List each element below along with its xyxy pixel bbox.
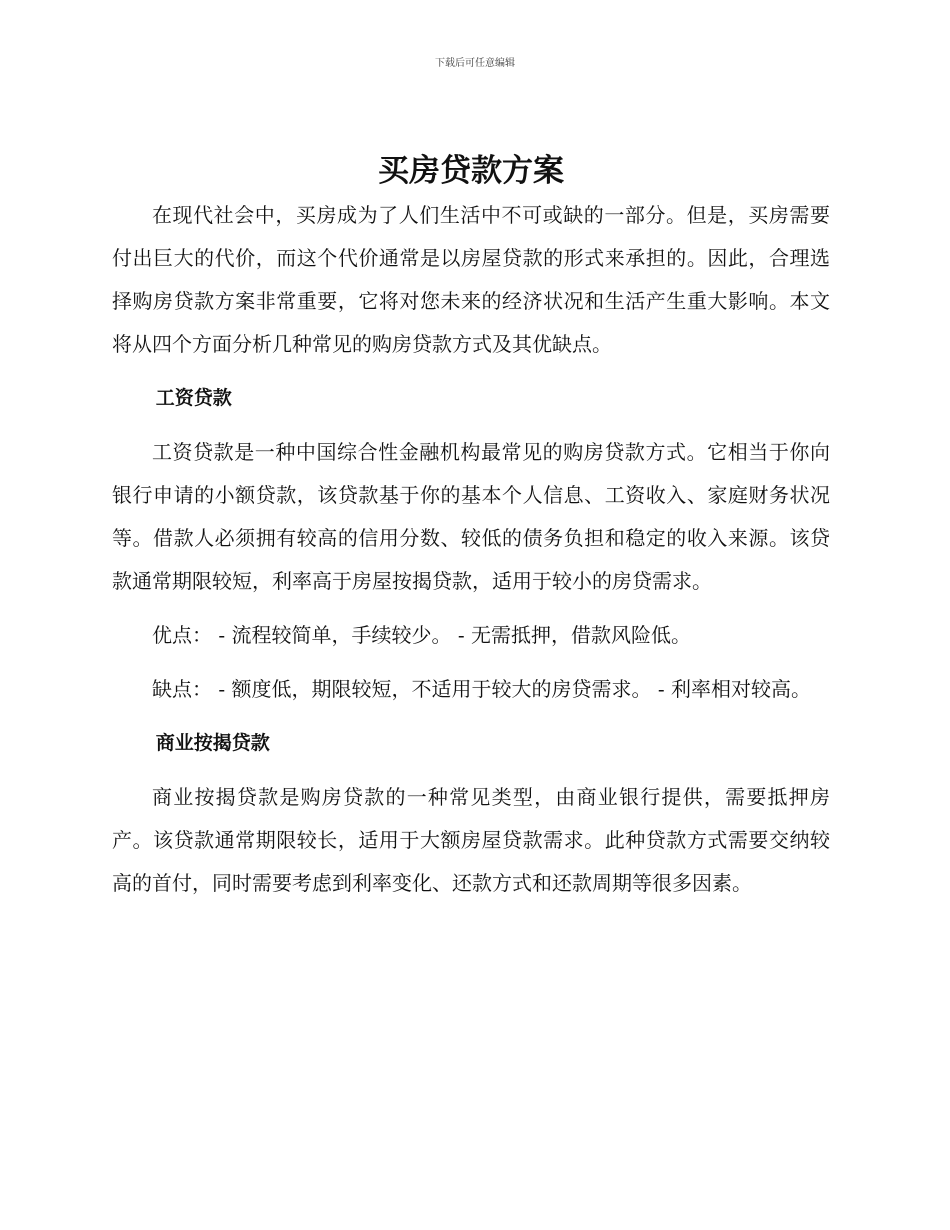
document-title: 买房贷款方案 [378,153,564,189]
page-header-note: 下载后可任意编辑 [435,58,515,69]
salary-loan-paragraph: 工资贷款是一种中国综合性金融机构最常见的购房贷款方式。它相当于你向银行申请的小额贷款，该贷款基于你的基本个人信息、工资收入、家庭财务状况等。借款人必须拥有较高的信用分数、较低的债务负担和稳定的收入来源。该贷款通常期限较短，利率高于房屋按揭贷款，适用于较小的房贷需求。 [112,440,830,593]
intro-paragraph: 在现代社会中，买房成为了人们生活中不可或缺的一部分。但是，买房需要付出巨大的代价，而这个代价通常是以房屋贷款的形式来承担的。因此，合理选择购房贷款方案非常重要，它将对您未来的经济状况和生活产生重大影响。本文将从四个方面分析几种常见的购房贷款方式及其优缺点。 [112,203,830,356]
commercial-mortgage-paragraph: 商业按揭贷款是购房贷款的一种常见类型，由商业银行提供，需要抵押房产。该贷款通常期限较长，适用于大额房屋贷款需求。此种贷款方式需要交纳较高的首付，同时需要考虑到利率变化、还款方式和还款周期等很多因素。 [112,785,830,895]
salary-loan-pros: 优点： - 流程较简单，手续较少。 - 无需抵押，借款风险低。 [152,623,691,647]
section-heading-salary-loan: 工资贷款 [155,387,232,409]
section-heading-commercial-mortgage: 商业按揭贷款 [155,732,270,754]
salary-loan-cons: 缺点： - 额度低，期限较短，不适用于较大的房贷需求。 - 利率相对较高。 [152,677,811,701]
document-body [112,148,830,905]
